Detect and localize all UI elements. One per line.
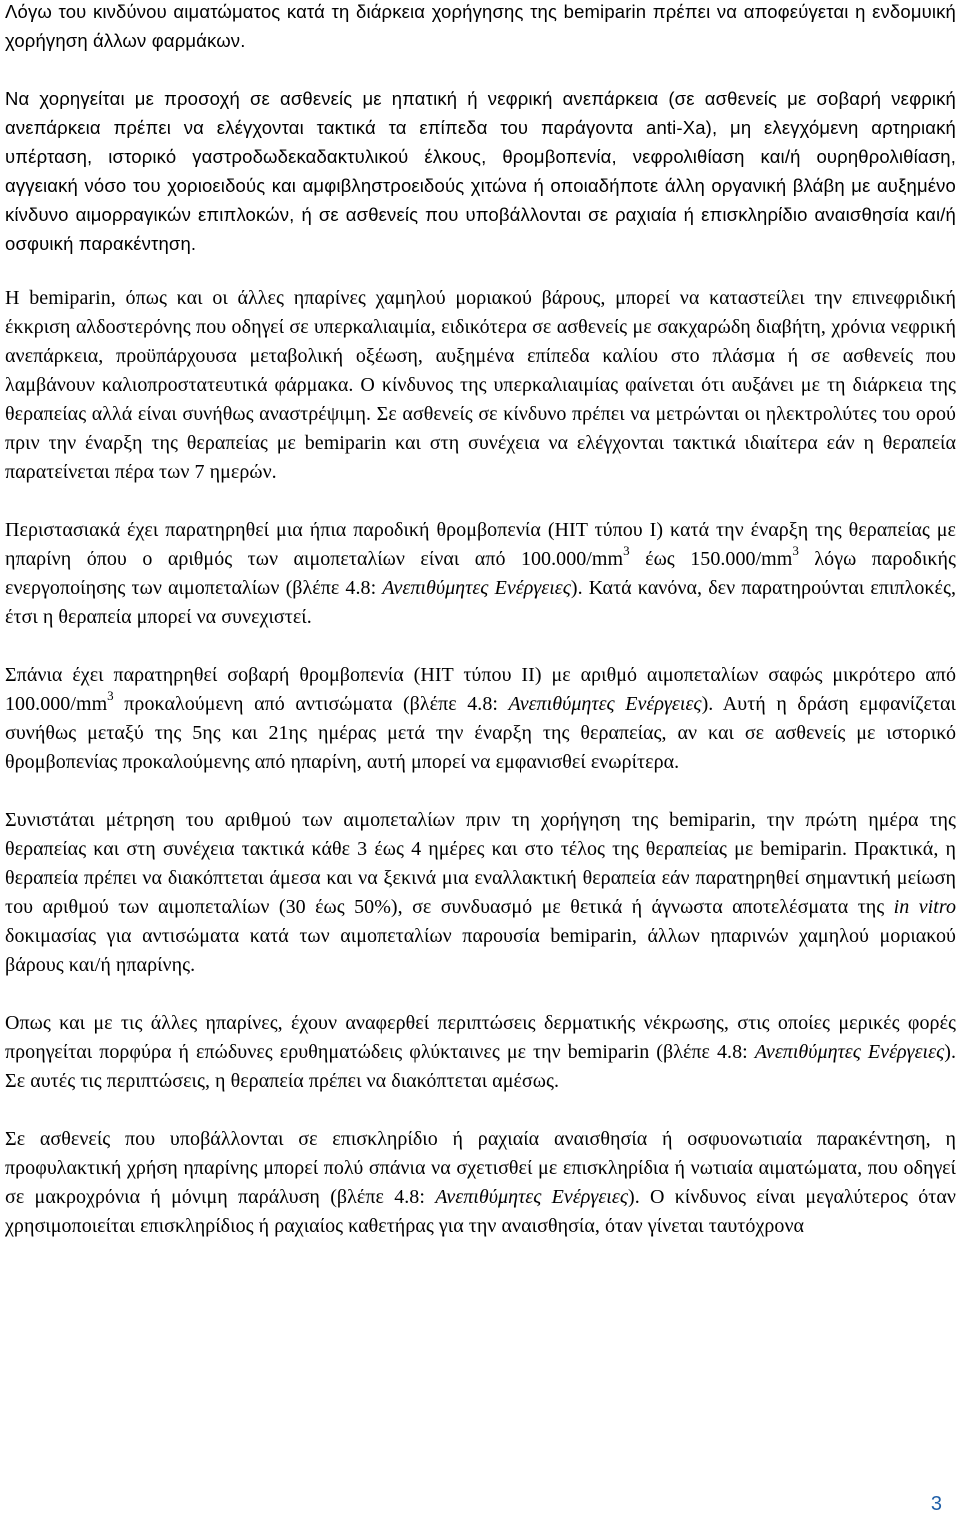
paragraph-caution-conditions: Να χορηγείται με προσοχή σε ασθενείς με ηπατική ή νεφρική ανεπάρκεια (σε ασθενείς με σοβαρή νεφρική ανεπάρκεια πρέπει να ελέγχονται τακτικά τα επίπεδα του παράγοντα anti-Xa), μη ελεγχόμενη αρτηριακή υπέρταση, ιστορικό γαστροδωδεκαδακτυλικού έλκους, θρομβοπενία, νεφρολιθίαση και/ή ουρηθρολιθίαση, αγγειακή νόσο του χοριοειδούς και αμφιβληστροειδούς χιτώνα ή οποιαδήποτε άλλη οργανική βλάβη με αυξημένο κίνδυνο αιμορραγικών επιπλοκών, ή σε ασθενείς που υποβάλλονται σε ραχιαία ή επισκληρίδιο αναισθησία και/ή οσφυική παρακέντηση. <box>5 88 956 254</box>
paragraph-hyperkalaemia: Η bemiparin, όπως και οι άλλες ηπαρίνες χαμηλού μοριακού βάρους, μπορεί να καταστείλει την επινεφριδική έκκριση αλδοστερόνης που οδηγεί σε υπερκαλιαιμία, ειδικότερα σε ασθενείς με σακχαρώδη διαβήτη, χρόνια νεφρική ανεπάρκεια, προϋπάρχουσα μεταβολική οξέωση, αυξημένα επίπεδα καλίου στο πλάσμα ή σε ασθενείς που λαμβάνουν καλιοπροστατευτικά φάρμακα. Ο κίνδυνος της υπερκαλιαιμίας φαίνεται ότι αυξάνει με τη διάρκεια της θεραπείας αλλά είναι συνήθως αναστρέψιμη. Σε ασθενείς σε κίνδυνο πρέπει να μετρώνται οι ηλεκτρολύτες του ορού πριν την έναρξη της θεραπείας με bemiparin και στη συνέχεια να ελέγχονται τακτικά ιδιαίτερα εάν η θεραπεία παρατείνεται πέρα των 7 ημερών. <box>5 287 956 483</box>
italic-reference: Ανεπιθύμητες Ενέργειες <box>754 1041 945 1063</box>
superscript: 3 <box>107 688 114 704</box>
text-run: Οπως και με τις άλλες ηπαρίνες, έχουν αναφερθεί περιπτώσεις δερματικής νέκρωσης, στις οποίες μερικές φορές προηγείται πορφύρα ή επώδυνες ερυθηματώδεις φλύκταινες με την bemiparin (βλέπε 4.8: <box>5 1012 956 1063</box>
italic-reference: Ανεπιθύμητες Ενέργειες <box>508 693 702 715</box>
italic-reference: Ανεπιθύμητες Ενέργειες <box>382 577 571 599</box>
text-run: ). Κατά κανόνα, δεν παρατηρούνται επιπλοκές, έτσι η θεραπεία μπορεί να συνεχιστεί. <box>5 577 956 628</box>
text-run: δοκιμασίας για αντισώματα κατά των αιμοπεταλίων παρουσία bemiparin, άλλων ηπαρινών χαμηλού μοριακού βάρους και/ή ηπαρίνης. <box>5 925 956 976</box>
text-run: Σε ασθενείς που υποβάλλονται σε επισκληρίδιο ή ραχιαία αναισθησία ή οσφυονωτιαία παρακέντηση, η προφυλακτική χρήση ηπαρίνης μπορεί πολύ σπάνια να σχετισθεί με επισκληρίδια ή νωτιαία αιματώματα, που οδηγεί σε μακροχρόνια ή μόνιμη παράλυση (βλέπε 4.8: <box>5 1128 956 1208</box>
paragraph-hit-type-2 <box>5 661 956 777</box>
text-run: Περιστασιακά έχει παρατηρηθεί μια ήπια παροδική θρομβοπενία (HIT τύπου I) κατά την έναρξη της θεραπείας με ηπαρίνη όπου ο αριθμός των αιμοπεταλίων είναι από 100.000/mm <box>5 519 956 570</box>
text-run: λόγω παροδικής ενεργοποίησης των αιμοπεταλίων (βλέπε 4.8: <box>5 548 956 599</box>
paragraph-hematoma-warning: Λόγω του κινδύνου αιματώματος κατά τη διάρκεια χορήγησης της bemiparin πρέπει να αποφεύγεται η ενδομυική χορήγηση άλλων φαρμάκων. <box>5 1 956 51</box>
paragraph-spinal-anaesthesia <box>5 1125 956 1241</box>
text-run: Συνιστάται μέτρηση του αριθμού των αιμοπεταλίων πριν τη χορήγηση της bemiparin, την πρώτη ημέρα της θεραπείας και στη συνέχεια τακτικά κάθε 3 έως 4 ημέρες και στο τέλος της θεραπείας με bemiparin. Πρακτικά, η θεραπεία πρέπει να διακόπτεται άμεσα και να ξεκινά μια εναλλακτική θεραπεία εάν παρατηρηθεί σημαντική μείωση του αριθμού των αιμοπεταλίων (30 έως 50%), σε συνδυασμό με θετικά ή άγνωστα αποτελέσματα της <box>5 809 956 918</box>
italic-term: in vitro <box>893 896 956 918</box>
superscript: 3 <box>792 543 799 559</box>
text-run: Σπάνια έχει παρατηρηθεί σοβαρή θρομβοπενία (HIT τύπου II) με αριθμό αιμοπεταλίων σαφώς μικρότερο από 100.000/mm <box>5 664 956 715</box>
superscript: 3 <box>623 543 630 559</box>
italic-reference: Ανεπιθύμητες Ενέργειες <box>435 1186 628 1208</box>
text-run: ). Αυτή η δράση εμφανίζεται συνήθως μεταξύ της 5ης και 21ης ημέρας μετά την έναρξη της θεραπείας, αν και σε ασθενείς με ιστορικό θρομβοπενίας προκαλούμενης από ηπαρίνη, αυτή μπορεί να εμφανισθεί ενωρίτερα. <box>5 693 956 773</box>
paragraph-hit-type-1 <box>5 516 956 632</box>
paragraph-platelet-monitoring <box>5 806 956 980</box>
paragraph-skin-necrosis <box>5 1009 956 1096</box>
text-run: ). Ο κίνδυνος είναι μεγαλύτερος όταν χρησιμοποιείται επισκληρίδιος ή ραχιαίος καθετήρας για την αναισθησία, όταν γίνεται ταυτόχρονα <box>5 1186 957 1237</box>
text-run: ). Σε αυτές τις περιπτώσεις, η θεραπεία πρέπει να διακόπτεται αμέσως. <box>5 1041 956 1092</box>
text-run: έως 150.000/mm <box>629 548 793 570</box>
text-run: προκαλούμενη από αντισώματα (βλέπε 4.8: <box>113 693 509 715</box>
page-number: 3 <box>930 1493 942 1515</box>
document-page <box>5 0 956 1241</box>
